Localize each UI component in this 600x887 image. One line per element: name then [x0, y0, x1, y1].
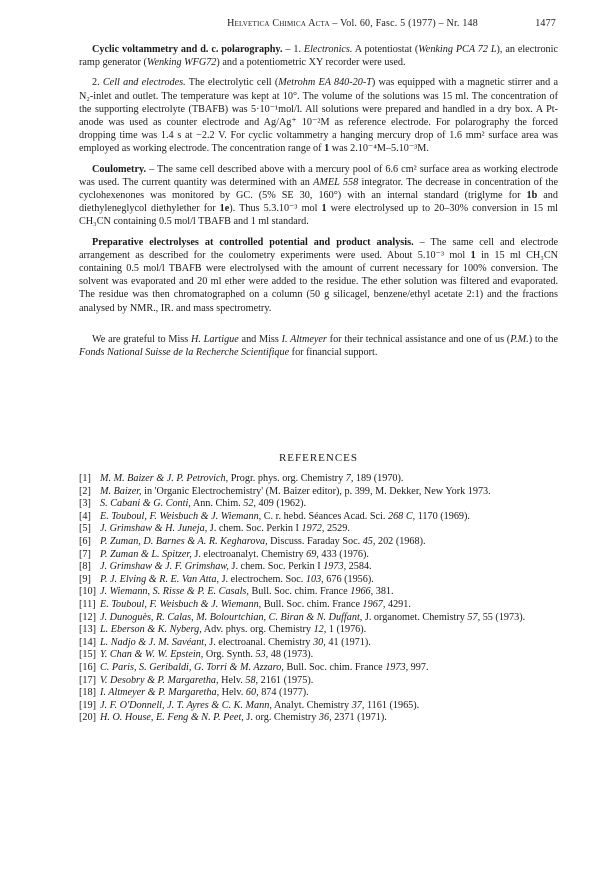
reference-pages: 676 (1956).: [323, 573, 374, 585]
reference-item: [79, 511, 558, 524]
reference-source: Bull. Soc. chim. France: [283, 661, 386, 673]
reference-volume: 1972,: [301, 523, 325, 535]
reference-source: Progr. phys. org. Chemistry: [228, 473, 346, 484]
reference-number: [3]: [79, 498, 91, 510]
reference-item: [79, 523, 558, 536]
reference-pages: 1170 (1969).: [415, 510, 470, 522]
reference-authors: C. Paris, S. Geribaldi, G. Torri & M. Azzaro,: [100, 661, 284, 673]
reference-pages: 48 (1973).: [268, 649, 314, 661]
reference-volume: 60,: [245, 687, 259, 699]
reference-item: [79, 675, 558, 688]
reference-authors: P. Zuman, D. Barnes & A. R. Kegharova,: [100, 535, 268, 547]
reference-volume: 45,: [362, 535, 376, 547]
reference-pages: 433 (1976).: [318, 548, 369, 560]
reference-item: [79, 599, 558, 612]
reference-source: J. chem. Soc. Perkin I: [207, 523, 302, 535]
reference-item: [79, 473, 558, 486]
reference-pages: 409 (1962).: [255, 498, 307, 510]
reference-authors: E. Touboul, F. Weisbuch & J. Wiemann,: [100, 598, 262, 610]
reference-authors: J. F. O'Donnell, J. T. Ayres & C. K. Mann,: [100, 699, 272, 711]
reference-source: J. chem. Soc. Perkin I: [228, 561, 324, 573]
reference-source: Helv.: [219, 687, 246, 699]
reference-number: [15]: [79, 649, 96, 661]
reference-source: in 'Organic Electrochemistry' (M. Baizer editor), p. 399, M. Dekker, New York 1973.: [141, 485, 491, 497]
reference-volume: 1973,: [323, 561, 347, 573]
reference-item: [79, 612, 558, 625]
references-heading: REFERENCES: [278, 452, 359, 464]
reference-authors: M. Baizer,: [100, 485, 142, 497]
page-number: 1477: [535, 18, 556, 29]
reference-number: [17]: [79, 674, 96, 686]
reference-pages: 997.: [408, 661, 429, 673]
reference-item: [79, 700, 558, 713]
reference-source: Analyt. Chemistry: [271, 699, 352, 711]
reference-source: J. org. Chemistry: [243, 712, 319, 724]
reference-number: [1]: [79, 473, 91, 484]
reference-authors: M. M. Baizer & J. P. Petrovich,: [100, 473, 229, 484]
reference-number: [11]: [79, 598, 96, 610]
reference-number: [9]: [79, 573, 91, 585]
reference-source: Ann. Chim.: [190, 498, 244, 510]
reference-authors: L. Nadjo & J. M. Savéant,: [100, 636, 207, 648]
reference-authors: L. Eberson & K. Nyberg,: [100, 624, 202, 636]
paragraph-coulometry: Coulometry. – The same cell described above with a mercury pool of 6.6 cm² surface area as working electrode was used. The current quantity was determined with an AMEL 558 integrator. The decrease in concentration of the cyclohexenones was monitored by GC. (5% SE 30, 160°) with an internal standard (triglyme for 1b and diethyleneglycol diethylether for 1e). Thus 5.3.10⁻³ mol 1 were electrolysed up to 20–30% conversion in 15 ml CH₃CN containing 0.5 mol/l TBAFB and 1 ml standard.: [79, 163, 558, 228]
reference-number: [16]: [79, 661, 96, 673]
reference-pages: 4291.: [385, 598, 411, 610]
reference-source: J. electrochem. Soc.: [219, 573, 306, 585]
reference-item: [79, 536, 558, 549]
reference-source: J. organomet. Chemistry: [362, 611, 468, 623]
reference-volume: 69,: [306, 548, 319, 560]
reference-number: [13]: [79, 624, 96, 636]
reference-item: [79, 586, 558, 599]
reference-number: [5]: [79, 523, 91, 535]
reference-pages: 874 (1977).: [258, 687, 309, 699]
reference-item: [79, 637, 558, 650]
acknowledgement: We are grateful to Miss H. Lartigue and Miss I. Altmeyer for their technical assistance and one of us (P.M.) to the Fonds National Suisse de la Recherche Scientifique for financial support.: [79, 333, 558, 359]
reference-pages: 2161 (1975).: [258, 674, 314, 686]
reference-authors: P. J. Elving & R. E. Van Atta,: [100, 573, 220, 585]
reference-volume: 7,: [345, 473, 354, 484]
reference-item: [79, 712, 558, 725]
reference-volume: 30,: [313, 636, 326, 648]
reference-source: J. electroanalyt. Chemistry: [191, 548, 307, 560]
reference-authors: V. Desobry & P. Margaretha,: [100, 674, 219, 686]
reference-volume: 268 C,: [387, 510, 416, 522]
reference-number: [10]: [79, 586, 96, 598]
running-header: [79, 18, 556, 32]
reference-source: C. r. hebd. Séances Acad. Sci.: [261, 510, 388, 522]
reference-source: Discuss. Faraday Soc.: [267, 535, 363, 547]
paragraph-cell-electrodes: 2. Cell and electrodes. The electrolytic cell (Metrohm EA 840-20-T) was equipped with a magnetic stirrer and a N₂-inlet and outlet. The temperature was kept at 10°. The volume of the solutions was 15 ml. The concentration of the supporting electrolyte (TBAFB) was 5·10⁻¹mol/l. All solutions were prepared and handled in a dry box. A Pt-anode was used as counter electrode and Ag/Ag⁺ 10⁻²M as reference electrode. For polarography the forced dropping time was 1.4 s at −2.2 V. For cyclic voltammetry a hanging mercury drop of 1.6 mm² surface area was employed as working electrode. The concentration range of 1 was 2.10⁻⁴M–5.10⁻³M.: [79, 77, 558, 155]
reference-number: [2]: [79, 485, 91, 497]
reference-volume: 1973,: [385, 661, 409, 673]
reference-authors: J. Dunoguès, R. Calas, M. Bolourtchian, C. Biran & N. Duffant,: [100, 611, 363, 623]
reference-pages: 381.: [373, 586, 394, 598]
reference-number: [12]: [79, 611, 96, 623]
reference-source: Adv. phys. org. Chemistry: [201, 624, 314, 636]
reference-volume: 57,: [467, 611, 481, 623]
reference-source: Bull. Soc. chim. France: [261, 598, 363, 610]
reference-authors: E. Touboul, F. Weisbuch & J. Wiemann,: [100, 510, 262, 522]
reference-pages: 2529.: [324, 523, 350, 535]
reference-authors: J. Grimshaw & H. Juneja,: [100, 523, 208, 535]
reference-volume: 37,: [351, 699, 365, 711]
reference-authors: S. Cabani & G. Conti,: [100, 498, 191, 510]
reference-source: J. electroanal. Chemistry: [206, 636, 314, 648]
reference-number: [8]: [79, 561, 91, 573]
reference-item: [79, 486, 558, 499]
reference-pages: 1161 (1965).: [364, 699, 420, 711]
reference-pages: 189 (1970).: [353, 473, 404, 484]
reference-number: [6]: [79, 535, 91, 547]
reference-pages: 41 (1971).: [325, 636, 371, 648]
reference-item: [79, 649, 558, 662]
reference-number: [14]: [79, 636, 96, 648]
paragraph-voltammetry: Cyclic voltammetry and d. c. polarography. – 1. Electronics. A potentiostat (Wenking PCA 72 L), an electronic ramp generator (Wenking WFG72) and a potentiometric XY recorder were used.: [79, 44, 558, 69]
reference-source: Org. Synth.: [203, 649, 256, 661]
reference-item: [79, 561, 558, 574]
reference-pages: 202 (1968).: [375, 535, 426, 547]
reference-pages: 55 (1973).: [480, 611, 526, 623]
reference-item: [79, 498, 558, 511]
experimental-section: [79, 43, 558, 366]
reference-number: [18]: [79, 687, 96, 699]
reference-number: [4]: [79, 510, 91, 522]
references-list: [79, 473, 558, 725]
reference-item: [79, 574, 558, 587]
reference-authors: I. Altmeyer & P. Margaretha,: [100, 687, 220, 699]
reference-volume: 52,: [243, 498, 256, 510]
issue-info: – Vol. 60, Fasc. 5 (1977) – Nr. 148: [332, 18, 478, 29]
reference-authors: J. Wiemann, S. Risse & P. E. Casals,: [100, 586, 249, 598]
reference-pages: 2371 (1971).: [331, 712, 387, 724]
reference-item: [79, 549, 558, 562]
paragraph-preparative: Preparative electrolyses at controlled potential and product analysis. – The same cell and electrode arrangement as described for the coulometry experiments were used. About 5.10⁻³ mol 1 in 15 ml CH₃CN containing 0.5 mol/l TBAFB were electrolysed with the amount of current necessary for 100% conversion. The solvent was evaporated and 20 ml ether were added to the residue. The ether solution was filtered and evaporated. The residue was then chromatographed on a column (50 g silicagel, benzene/ethyl acetate 2:1) and the fractions analysed by NMR., IR. and mass spectrometry.: [79, 236, 559, 314]
reference-authors: H. O. House, E. Feng & N. P. Peet,: [100, 712, 244, 724]
journal-name: Helvetica Chimica Acta: [227, 18, 330, 29]
reference-volume: 58,: [245, 674, 259, 686]
reference-authors: J. Grimshaw & J. F. Grimshaw,: [100, 561, 229, 573]
reference-pages: 2584.: [346, 561, 372, 573]
reference-number: [7]: [79, 548, 91, 560]
reference-volume: 36,: [318, 712, 332, 724]
reference-volume: 53,: [255, 649, 269, 661]
reference-item: [79, 624, 558, 637]
reference-source: Bull. Soc. chim. France: [248, 586, 351, 598]
reference-volume: 1967,: [362, 598, 386, 610]
reference-number: [19]: [79, 699, 96, 711]
reference-volume: 103,: [305, 573, 324, 585]
reference-pages: 1 (1976).: [326, 624, 367, 636]
reference-volume: 12,: [313, 624, 327, 636]
reference-authors: P. Zuman & L. Spitzer,: [100, 548, 192, 560]
reference-item: [79, 687, 558, 700]
reference-item: [79, 662, 558, 675]
reference-authors: Y. Chan & W. W. Epstein,: [100, 649, 204, 661]
reference-source: Helv.: [218, 674, 246, 686]
reference-number: [20]: [79, 712, 96, 724]
reference-volume: 1966,: [350, 586, 374, 598]
